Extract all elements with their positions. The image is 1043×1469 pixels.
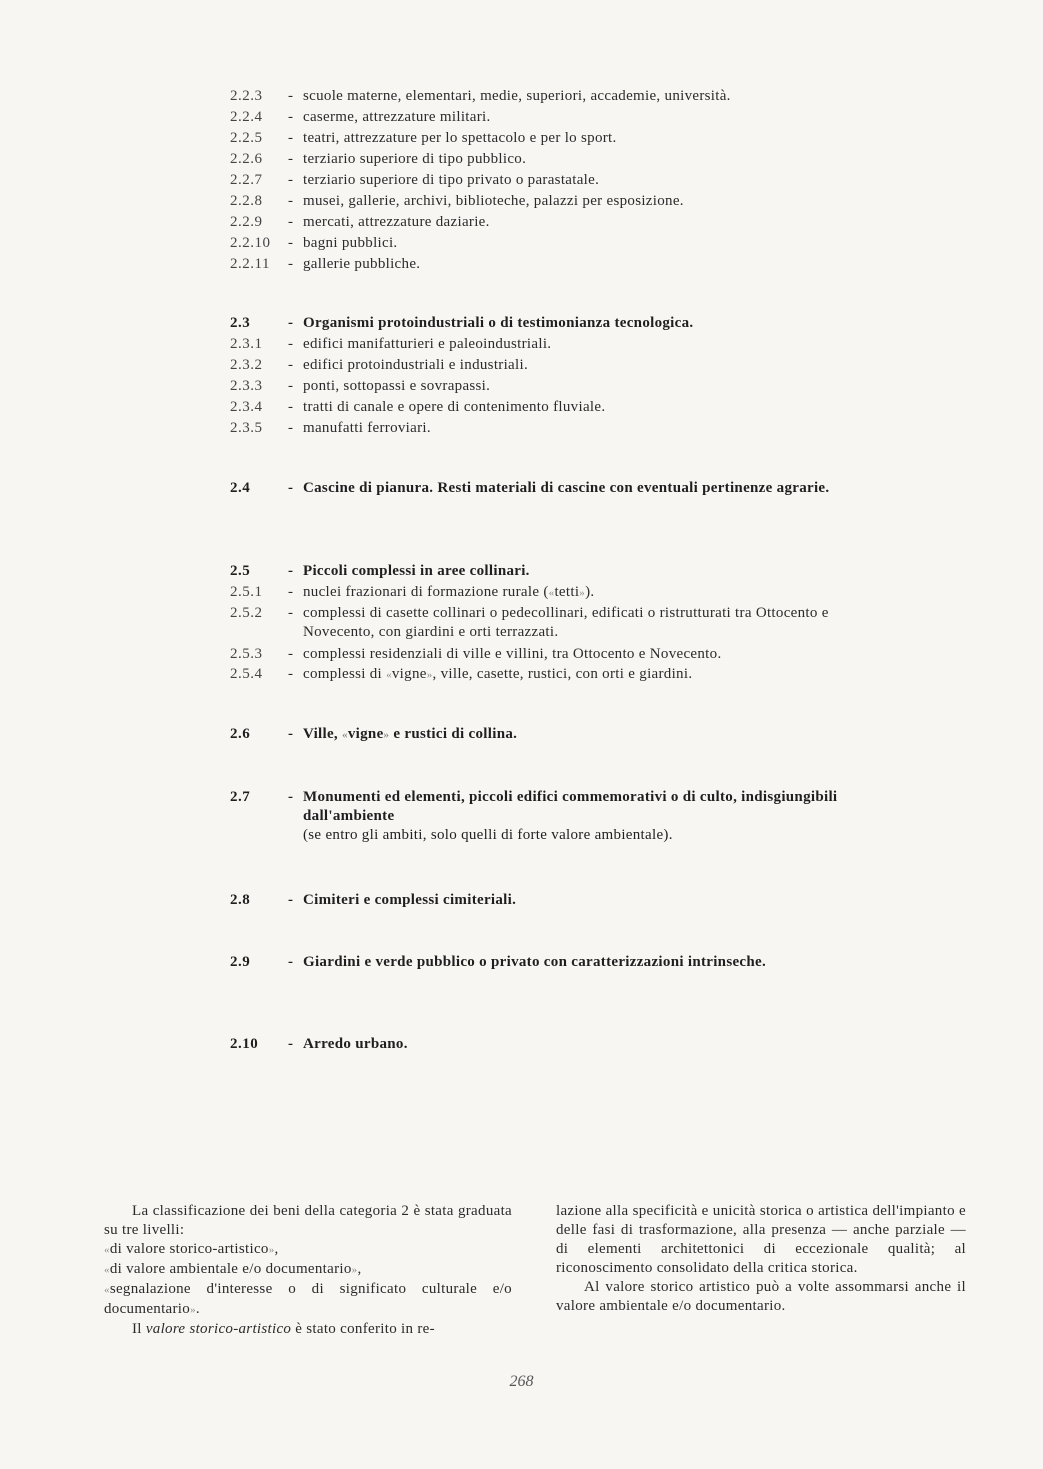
item-text: edifici manifatturieri e paleoindustriali. — [303, 336, 552, 352]
item-text: gallerie pubbliche. — [303, 256, 421, 272]
item-number: 2.3.3 — [230, 378, 263, 394]
item-number: 2.5.1 — [230, 584, 263, 600]
item-number: 2.3.2 — [230, 357, 263, 373]
item-number: 2.2.3 — [230, 88, 263, 104]
item-text: manufatti ferroviari. — [303, 420, 431, 436]
section-title: Organismi protoindustriali o di testimonianza tecnologica. — [303, 315, 694, 331]
item-number: 2.2.10 — [230, 235, 271, 251]
item-number: 2.5.4 — [230, 666, 263, 682]
item-number: 2.3.4 — [230, 399, 263, 415]
item-text: terziario superiore di tipo privato o parastatale. — [303, 172, 600, 188]
item-text: complessi di «vigne», ville, casette, rustici, con orti e giardini. — [303, 666, 693, 682]
item-text: teatri, attrezzature per lo spettacolo e per lo sport. — [303, 130, 617, 146]
section-number: 2.3 — [230, 315, 251, 331]
item-number: 2.2.8 — [230, 193, 263, 209]
section-title: Giardini e verde pubblico o privato con caratterizzazioni intrinseche. — [303, 954, 767, 970]
item-number: 2.2.9 — [230, 214, 263, 230]
section-title: Monumenti ed elementi, piccoli edifici commemorativi o di culto, indisgiungibili dall'ambiente (se entro gli ambiti, solo quelli di forte valore ambientale). — [303, 789, 838, 843]
item-number: 2.5.3 — [230, 646, 263, 662]
section-number: 2.6 — [230, 726, 251, 742]
section-number: 2.4 — [230, 480, 251, 496]
level-item: «di valore ambientale e/o documentario», — [104, 1261, 362, 1277]
item-number: 2.2.7 — [230, 172, 263, 188]
body-paragraph: lazione alla specificità e unicità storica o artistica dell'impianto e delle fasi di trasformazione, alla presenza — anche parziale — di elementi architettonici di eccezionale qualità; al riconoscimento consolidato della critica storica. — [556, 1203, 966, 1276]
item-number: 2.2.11 — [230, 256, 270, 272]
left-column-text — [104, 1202, 512, 1339]
section-number: 2.10 — [230, 1036, 259, 1052]
item-number: 2.2.6 — [230, 151, 263, 167]
section-title: Cascine di pianura. Resti materiali di cascine con eventuali pertinenze agrarie. — [303, 480, 830, 496]
section-title: Piccoli complessi in aree collinari. — [303, 563, 530, 579]
item-text: scuole materne, elementari, medie, superiori, accademie, università. — [303, 88, 731, 104]
section-title: Cimiteri e complessi cimiteriali. — [303, 892, 517, 908]
item-text: musei, gallerie, archivi, biblioteche, palazzi per esposizione. — [303, 193, 684, 209]
section-number: 2.7 — [230, 789, 251, 805]
body-paragraph: Al valore storico artistico può a volte assommarsi anche il valore ambientale e/o documentario. — [556, 1279, 966, 1314]
item-number: 2.2.5 — [230, 130, 263, 146]
item-number: 2.2.4 — [230, 109, 263, 125]
section-note: (se entro gli ambiti, solo quelli di forte valore ambientale). — [303, 827, 673, 843]
page-number: 268 — [509, 1373, 534, 1390]
section-title: Arredo urbano. — [303, 1036, 408, 1052]
section-number: 2.9 — [230, 954, 251, 970]
item-text: caserme, attrezzature militari. — [303, 109, 491, 125]
level-item: «segnalazione d'interesse o di significato culturale e/o documentario». — [104, 1281, 512, 1317]
item-text: tratti di canale e opere di contenimento fluviale. — [303, 399, 606, 415]
item-number: 2.5.2 — [230, 605, 263, 621]
level-item: «di valore storico-artistico», — [104, 1241, 279, 1257]
section-number: 2.8 — [230, 892, 251, 908]
right-column-text — [556, 1202, 966, 1316]
body-paragraph: Il valore storico-artistico è stato conferito in re- — [132, 1321, 435, 1337]
item-text: mercati, attrezzature daziarie. — [303, 214, 490, 230]
intro-paragraph: La classificazione dei beni della categoria 2 è stata graduata su tre livelli: — [104, 1203, 512, 1238]
item-text: edifici protoindustriali e industriali. — [303, 357, 528, 373]
section-title: Ville, «vigne» e rustici di collina. — [303, 726, 518, 742]
item-text: ponti, sottopassi e sovrapassi. — [303, 378, 491, 394]
item-text: nuclei frazionari di formazione rurale («tetti»). — [303, 584, 595, 600]
item-text: complessi di casette collinari o pedecollinari, edificati o ristrutturati tra Ottocento e Novecento, con giardini e orti terrazzati. — [303, 605, 829, 640]
item-number: 2.3.5 — [230, 420, 263, 436]
item-text: terziario superiore di tipo pubblico. — [303, 151, 527, 167]
section-number: 2.5 — [230, 563, 251, 579]
item-text: complessi residenziali di ville e villini, tra Ottocento e Novecento. — [303, 646, 722, 662]
item-number: 2.3.1 — [230, 336, 263, 352]
item-text: bagni pubblici. — [303, 235, 398, 251]
